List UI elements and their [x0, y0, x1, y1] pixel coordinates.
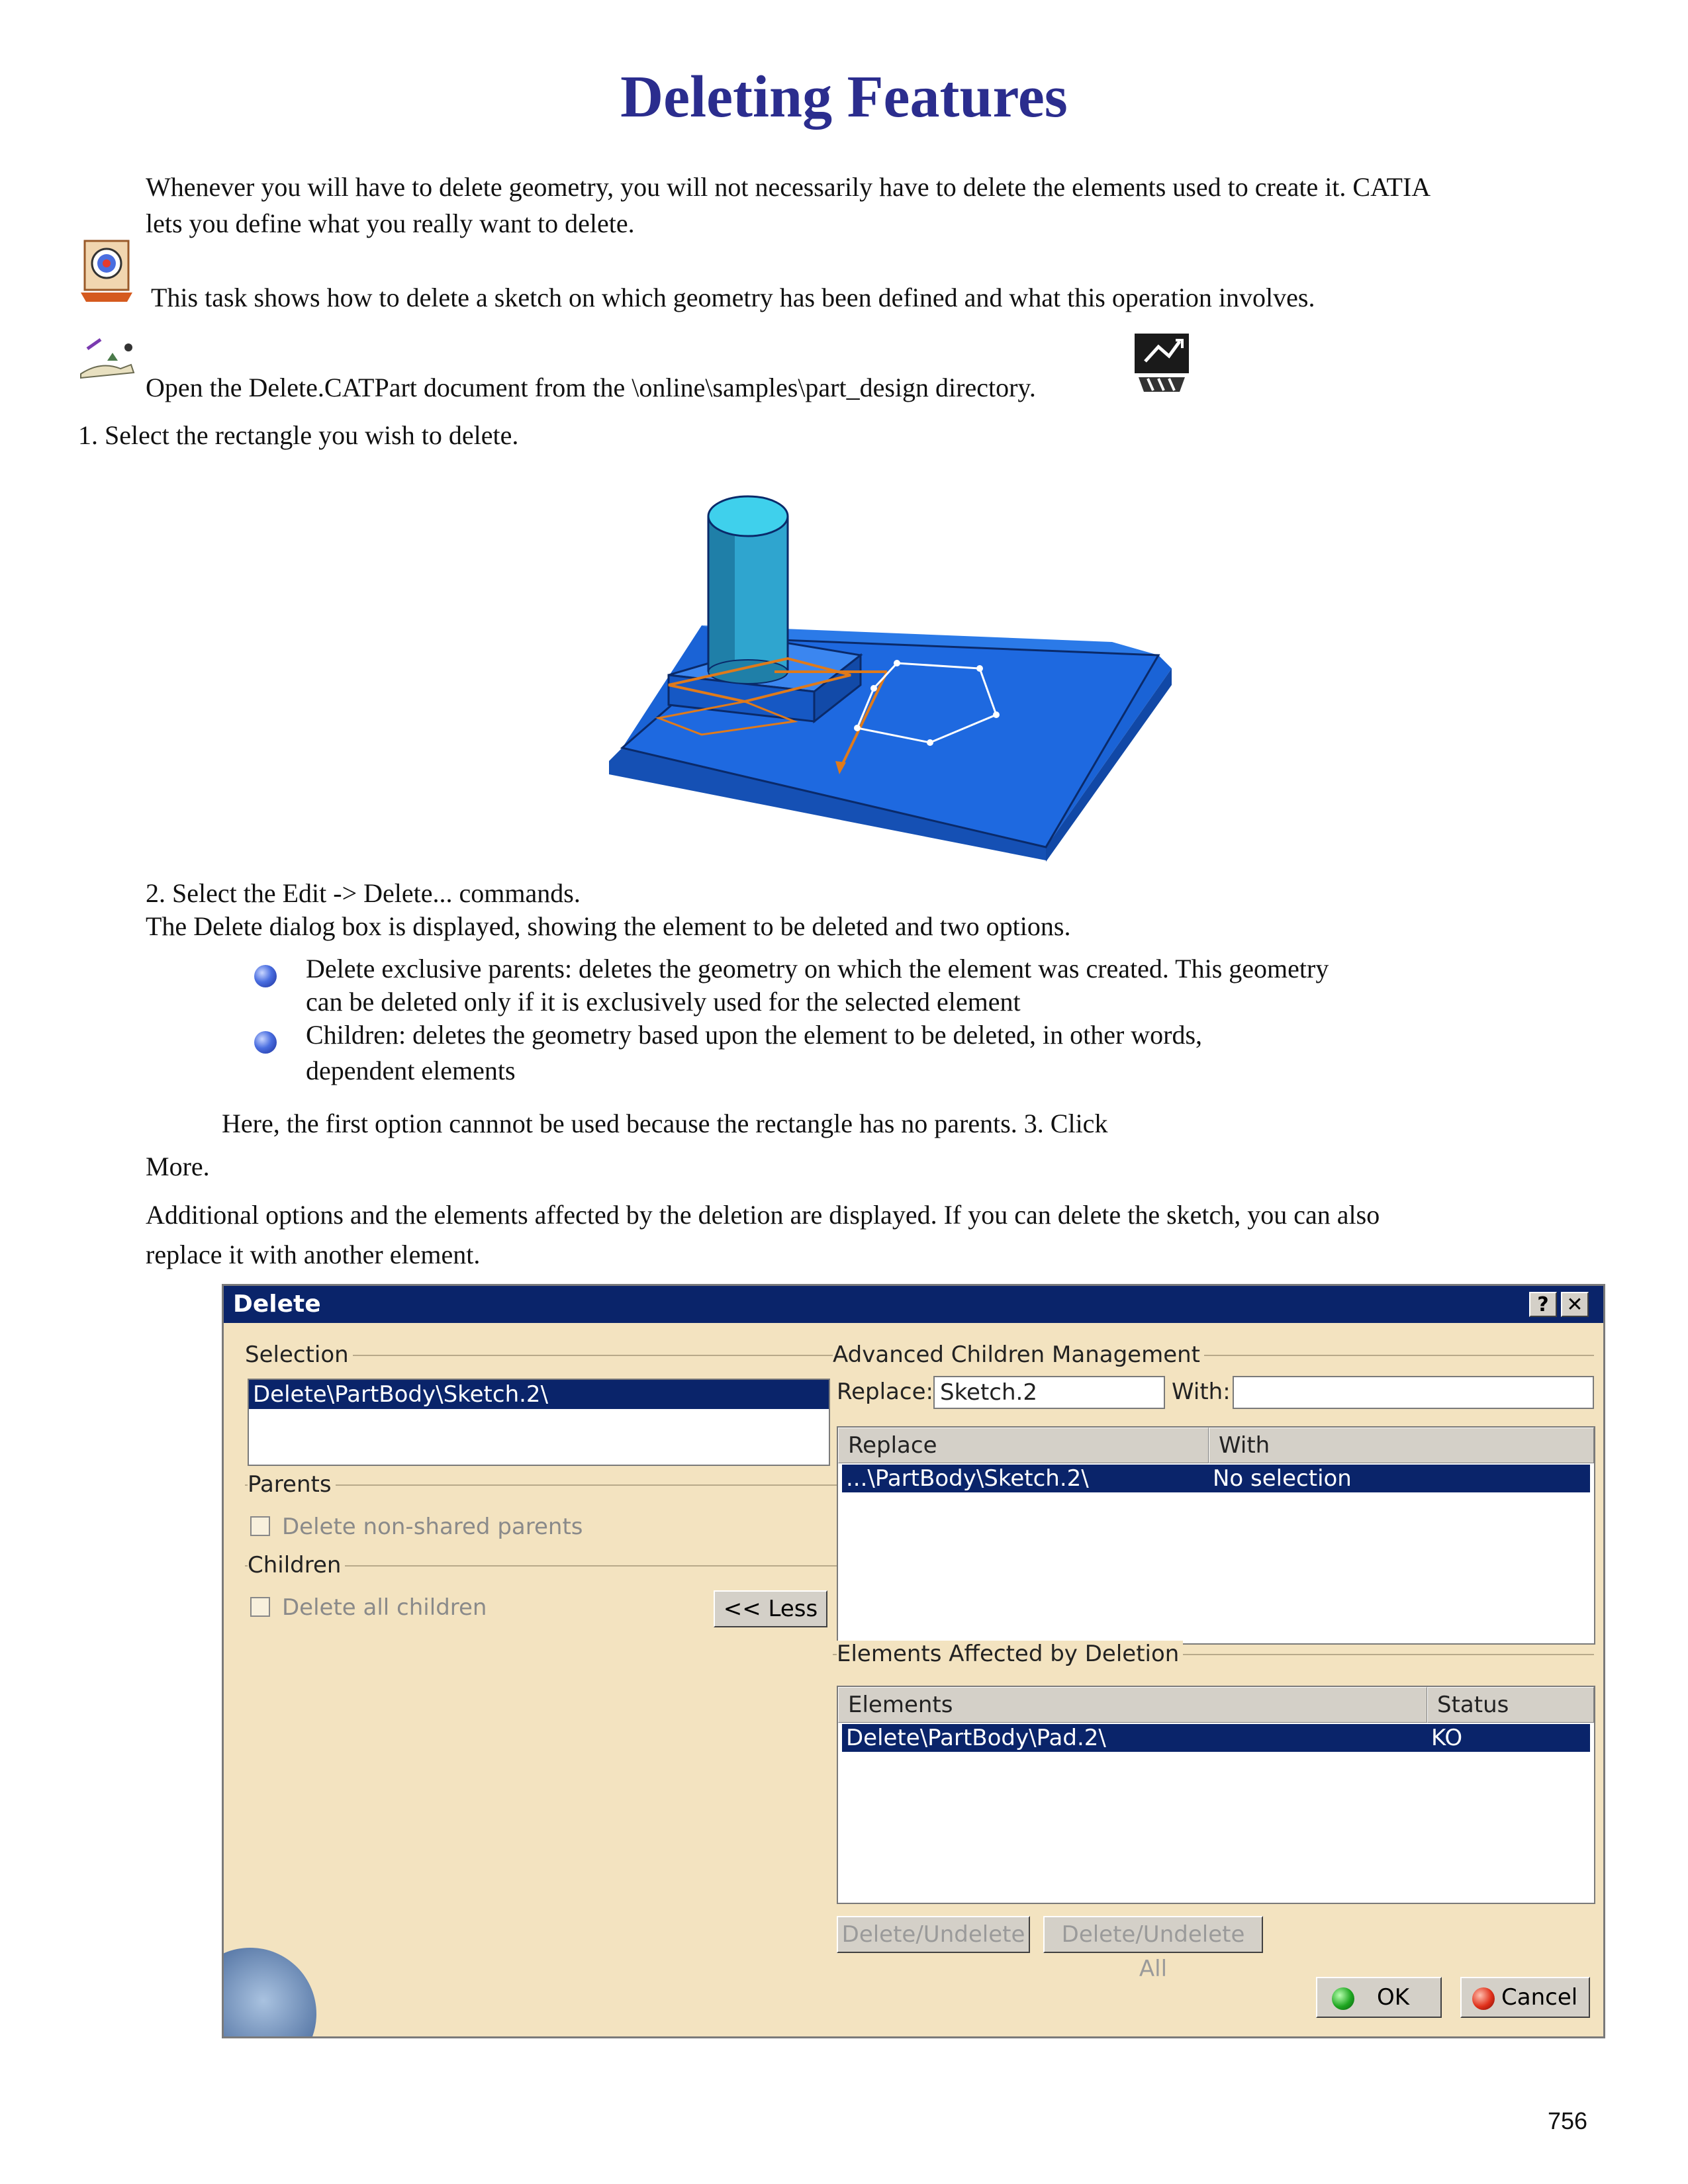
delete-all-children-label: Delete all children [282, 1594, 487, 1621]
cancel-button[interactable] [1460, 1977, 1590, 2018]
intro-line-1: Whenever you will have to delete geometry, you will not necessarily have to delete the elements used to create it. CATIA [146, 172, 1431, 202]
replace-column-header[interactable]: Replace [838, 1428, 1209, 1463]
children-label: Children [248, 1552, 345, 1578]
replace-label: Replace: [837, 1379, 933, 1405]
ok-button[interactable] [1316, 1977, 1442, 2018]
replay-icon[interactable] [1132, 331, 1192, 397]
note-line-2: More. [146, 1152, 210, 1181]
bullet-1-line-1: Delete exclusive parents: deletes the geometry on which the element was created. This geometry [306, 954, 1329, 983]
bullet-2-line-2: dependent elements [306, 1056, 516, 1085]
bullet-icon [254, 965, 277, 987]
dialog-title: Delete [224, 1286, 1603, 1323]
objective-icon [78, 238, 135, 304]
parents-label: Parents [248, 1471, 336, 1498]
additional-line-1: Additional options and the elements affected by the deletion are displayed. If you can delete the sketch, you can also [146, 1200, 1380, 1230]
close-button[interactable]: ✕ [1561, 1292, 1589, 1317]
delete-dialog [222, 1284, 1605, 2038]
table-row[interactable] [842, 1465, 1590, 1492]
ok-icon [1332, 1987, 1354, 2010]
delete-undelete-button[interactable]: Delete/Undelete [837, 1916, 1030, 1953]
globe-decoration [222, 1948, 316, 2038]
cancel-label: Cancel [1501, 1984, 1578, 2011]
step-2: 2. Select the Edit -> Delete... commands. [146, 878, 581, 908]
delete-undelete-all-button[interactable]: Delete/Undelete All [1043, 1916, 1263, 1953]
help-button[interactable]: ? [1529, 1292, 1557, 1317]
bullet-2-line-1: Children: deletes the geometry based upon the element to be deleted, in other words, [306, 1020, 1203, 1050]
delete-all-children-checkbox[interactable] [250, 1597, 270, 1617]
status-cell: KO [1431, 1725, 1463, 1751]
bullet-1-line-2: can be deleted only if it is exclusively used for the selected element [306, 987, 1021, 1017]
advanced-label: Advanced Children Management [833, 1342, 1204, 1368]
open-document-icon [74, 334, 140, 385]
task-text: This task shows how to delete a sketch on which geometry has been defined and what this operation involves. [151, 283, 1315, 312]
selection-list[interactable] [248, 1379, 830, 1466]
affected-label: Elements Affected by Deletion [837, 1641, 1183, 1667]
page-title: Deleting Features [620, 64, 1068, 130]
less-button[interactable]: << Less [714, 1590, 827, 1627]
cancel-icon [1472, 1987, 1495, 2010]
bullet-icon [254, 1031, 277, 1054]
with-column-header[interactable]: With [1209, 1428, 1594, 1463]
replace-input[interactable]: Sketch.2 [933, 1376, 1165, 1409]
status-column-header[interactable]: Status [1427, 1687, 1594, 1723]
delete-non-shared-parents-label: Delete non-shared parents [282, 1514, 583, 1540]
delete-non-shared-parents-checkbox[interactable] [250, 1516, 270, 1536]
intro-line-2: lets you define what you really want to delete. [146, 208, 635, 238]
selection-item[interactable]: Delete\PartBody\Sketch.2\ [249, 1380, 829, 1409]
affected-table[interactable] [837, 1686, 1595, 1904]
with-cell: No selection [1213, 1465, 1352, 1492]
with-input[interactable] [1233, 1376, 1594, 1409]
part-3d-illustration [596, 457, 1172, 867]
note-line-1: Here, the first option cannnot be used because the rectangle has no parents. 3. Click [222, 1109, 1108, 1138]
step-1: 1. Select the rectangle you wish to delete. [78, 420, 519, 450]
element-cell: Delete\PartBody\Pad.2\ [846, 1725, 1106, 1751]
additional-line-2: replace it with another element. [146, 1240, 481, 1269]
table-row[interactable] [842, 1724, 1590, 1752]
page-number: 756 [1548, 2107, 1588, 2134]
replace-cell: ...\PartBody\Sketch.2\ [846, 1465, 1089, 1492]
open-document-text: Open the Delete.CATPart document from the \online\samples\part_design directory. [146, 373, 1036, 402]
replace-table[interactable] [837, 1426, 1595, 1645]
ok-label: OK [1377, 1984, 1410, 2011]
selection-label: Selection [245, 1342, 353, 1368]
elements-column-header[interactable]: Elements [838, 1687, 1427, 1723]
with-label: With: [1172, 1379, 1231, 1405]
step-2-description: The Delete dialog box is displayed, showing the element to be deleted and two options. [146, 911, 1071, 941]
